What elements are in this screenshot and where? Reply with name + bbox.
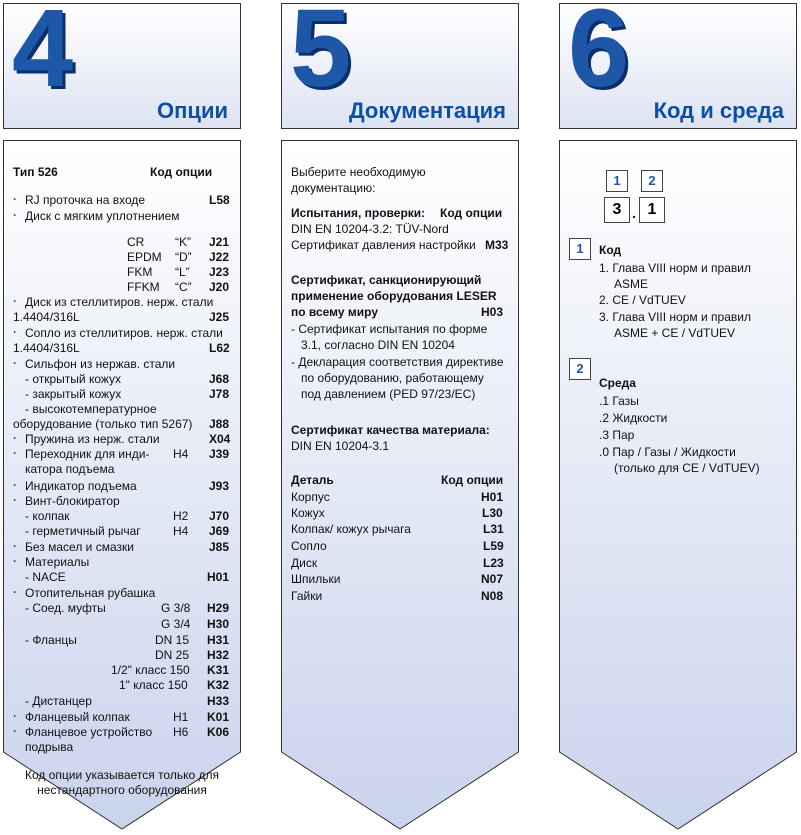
section-badge: 2 <box>569 358 591 380</box>
bullet: · <box>13 294 17 308</box>
option-code: J93 <box>209 479 230 493</box>
media-item: .3 Пар <box>599 428 635 442</box>
option-code: J69 <box>209 524 230 538</box>
code-label: Код опции <box>150 165 213 179</box>
option-code: H29 <box>207 601 230 615</box>
option-label: Фланцевое устройство <box>25 725 153 739</box>
part-name: Диск <box>291 556 318 570</box>
section-title: Код и среда <box>653 98 784 123</box>
option-label: Отопительная рубашка <box>25 586 156 600</box>
material-letter: “K” <box>175 235 191 249</box>
bullet: · <box>13 446 17 460</box>
doc-code: H03 <box>481 305 504 319</box>
media-item: .0 Пар / Газы / Жидкости <box>599 445 736 459</box>
code-item: ASME <box>614 277 649 291</box>
option-label: Индикатор подъема <box>25 479 137 493</box>
code-heading: Код <box>599 243 622 257</box>
option-label: - открытый кожух <box>25 372 122 386</box>
option-code: L58 <box>209 193 230 207</box>
option-label: - NACE <box>25 570 66 584</box>
option-subcode: G 3/8 <box>161 601 191 615</box>
documentation-panel <box>281 140 519 830</box>
option-code: J39 <box>209 447 230 461</box>
part-name: Корпус <box>291 490 330 504</box>
code-dot: . <box>632 205 636 221</box>
section-heading: по всему миру <box>291 305 379 319</box>
intro-text: документацию: <box>291 181 376 195</box>
bullet: · <box>13 554 17 568</box>
option-code: H31 <box>207 633 230 647</box>
code-item: 2. CE / VdTUEV <box>599 293 686 307</box>
header-documentation <box>281 0 519 129</box>
option-code: J23 <box>209 265 230 279</box>
bullet: · <box>13 208 17 222</box>
option-code: K32 <box>207 678 230 692</box>
header-code-media <box>559 0 797 129</box>
part-code: L30 <box>482 506 503 520</box>
section-heading: применение оборудования LESER <box>291 289 497 303</box>
code-digit-box: 1 <box>639 197 665 223</box>
section-heading: Сертификат качества материала: <box>291 423 490 437</box>
option-code: J70 <box>209 509 230 523</box>
option-code: J85 <box>209 540 230 554</box>
option-label: 1.4404/316L <box>13 310 80 324</box>
media-item: (только для CE / VdTUEV) <box>614 461 760 475</box>
material-label: FFKM <box>127 280 160 294</box>
doc-item: DIN EN 10204-3.2: TÜV-Nord <box>291 222 449 236</box>
option-code: H30 <box>207 617 230 631</box>
option-code: X04 <box>209 432 231 446</box>
part-name: Колпак/ кожух рычага <box>291 522 411 536</box>
option-code: J22 <box>209 250 230 264</box>
option-label: Винт-блокиратор <box>25 494 120 508</box>
section-heading: Испытания, проверки: <box>291 206 426 220</box>
section-number: 5 <box>290 0 352 110</box>
material-label: FKM <box>127 265 153 279</box>
section-number: 6 <box>568 0 630 110</box>
option-label: - колпак <box>25 509 70 523</box>
material-letter: “L” <box>175 265 190 279</box>
option-subcode: DN 15 <box>155 633 190 647</box>
doc-item: - Сертификат испытания по форме <box>291 322 488 336</box>
option-label: Без масел и смазки <box>25 540 134 554</box>
option-label: - герметичный рычаг <box>25 524 141 538</box>
option-label: оборудование (только тип 5267) <box>13 417 193 431</box>
doc-item: - Декларация соответствия директиве <box>291 355 504 369</box>
option-label: Фланцевый колпак <box>25 710 130 724</box>
doc-item: 3.1, согласно DIN EN 10204 <box>301 338 455 352</box>
option-label: RJ проточка на входе <box>25 193 146 207</box>
part-name: Кожух <box>291 506 325 520</box>
option-code: H01 <box>207 570 230 584</box>
doc-item: Сертификат давления настройки <box>291 238 476 252</box>
section-badge: 1 <box>569 238 591 260</box>
option-code: J88 <box>209 417 230 431</box>
option-subcode: H4 <box>173 447 189 461</box>
parts-header: Деталь <box>291 473 334 487</box>
section-heading: Сертификат, санкционирующий <box>291 273 482 287</box>
option-label: 1.4404/316L <box>13 341 80 355</box>
bullet: · <box>13 325 17 339</box>
bullet: · <box>13 431 17 445</box>
digit-position-badge: 2 <box>641 170 663 192</box>
bullet: · <box>13 709 17 723</box>
bullet: · <box>13 192 17 206</box>
part-code: L23 <box>483 556 504 570</box>
doc-item: под давлением (PED 97/23/EC) <box>301 387 476 401</box>
option-subcode: DN 25 <box>155 648 190 662</box>
option-code: J25 <box>209 310 230 324</box>
code-item: 3. Глава VIII норм и правил <box>599 310 751 324</box>
option-subcode: H1 <box>173 710 189 724</box>
digit-position-badge: 1 <box>606 170 628 192</box>
option-subcode: H6 <box>173 725 189 739</box>
part-name: Шпильки <box>291 572 341 586</box>
option-subcode: G 3/4 <box>161 617 191 631</box>
option-label: подрыва <box>25 740 74 754</box>
option-label: Переходник для инди- <box>25 447 150 461</box>
code-item: ASME + CE / VdTUEV <box>614 326 736 340</box>
section-number: 4 <box>12 0 74 110</box>
option-label: Пружина из нерж. стали <box>25 432 160 446</box>
bullet: · <box>13 478 17 492</box>
part-code: H01 <box>481 490 504 504</box>
option-code: J78 <box>209 387 230 401</box>
option-subcode: 1" класс 150 <box>119 678 188 692</box>
part-name: Гайки <box>291 589 323 603</box>
option-label: Материалы <box>25 555 90 569</box>
option-code: J21 <box>209 235 230 249</box>
option-subcode: 1/2" класс 150 <box>111 663 190 677</box>
code-item: 1. Глава VIII норм и правил <box>599 261 751 275</box>
section-title: Документация <box>348 98 506 123</box>
option-code: L62 <box>209 341 230 355</box>
media-item: .2 Жидкости <box>599 411 668 425</box>
part-code: N08 <box>481 589 504 603</box>
material-letter: “D” <box>175 250 192 264</box>
option-code: J20 <box>209 280 230 294</box>
parts-code-header: Код опции <box>441 473 504 487</box>
option-code: K31 <box>207 663 230 677</box>
footnote: Код опции указывается только для <box>24 768 219 782</box>
part-name: Сопло <box>291 539 327 553</box>
option-subcode: H4 <box>173 524 189 538</box>
doc-code: M33 <box>485 238 509 252</box>
bullet: · <box>13 539 17 553</box>
part-code: L59 <box>483 539 504 553</box>
type-label: Тип 526 <box>13 165 58 179</box>
code-digit-box: 3 <box>604 197 630 223</box>
bullet: · <box>13 356 17 370</box>
option-code: K01 <box>207 710 230 724</box>
doc-item: по оборудованию, работающему <box>301 371 484 385</box>
material-label: CR <box>127 235 145 249</box>
option-label: - Дистанцер <box>25 694 92 708</box>
option-label: - Фланцы <box>25 633 77 647</box>
option-label: - закрытый кожух <box>25 387 122 401</box>
option-subcode: H2 <box>173 509 189 523</box>
intro-text: Выберите необходимую <box>291 165 426 179</box>
options-panel <box>3 140 241 830</box>
option-label: Диск с мягким уплотнением <box>25 209 180 223</box>
part-code: L31 <box>483 522 504 536</box>
option-label: Сильфон из нержав. стали <box>25 357 176 371</box>
code-label: Код опции <box>440 206 503 220</box>
option-label: катора подъема <box>25 462 115 476</box>
option-label: - высокотемпературное <box>25 402 157 416</box>
bullet: · <box>13 585 17 599</box>
section-title: Опции <box>157 98 228 123</box>
option-label: Диск из стеллитиров. нерж. стали <box>25 295 214 309</box>
arrow-panel-shape <box>559 140 797 830</box>
media-heading: Среда <box>599 376 636 390</box>
option-label: - Соед. муфты <box>25 601 106 615</box>
option-label: Сопло из стеллитиров. нерж. стали <box>25 326 223 340</box>
footnote: нестандартного оборудования <box>37 783 207 797</box>
media-item: .1 Газы <box>599 394 639 408</box>
option-code: K06 <box>207 725 230 739</box>
doc-item: DIN EN 10204-3.1 <box>291 439 390 453</box>
material-label: EPDM <box>127 250 162 264</box>
material-letter: “C” <box>175 280 192 294</box>
option-code: H32 <box>207 648 230 662</box>
option-code: H33 <box>207 694 230 708</box>
option-code: J68 <box>209 372 230 386</box>
bullet: · <box>13 724 17 738</box>
bullet: · <box>13 493 17 507</box>
part-code: N07 <box>481 572 504 586</box>
code-media-panel <box>559 140 797 830</box>
header-options <box>3 0 241 129</box>
